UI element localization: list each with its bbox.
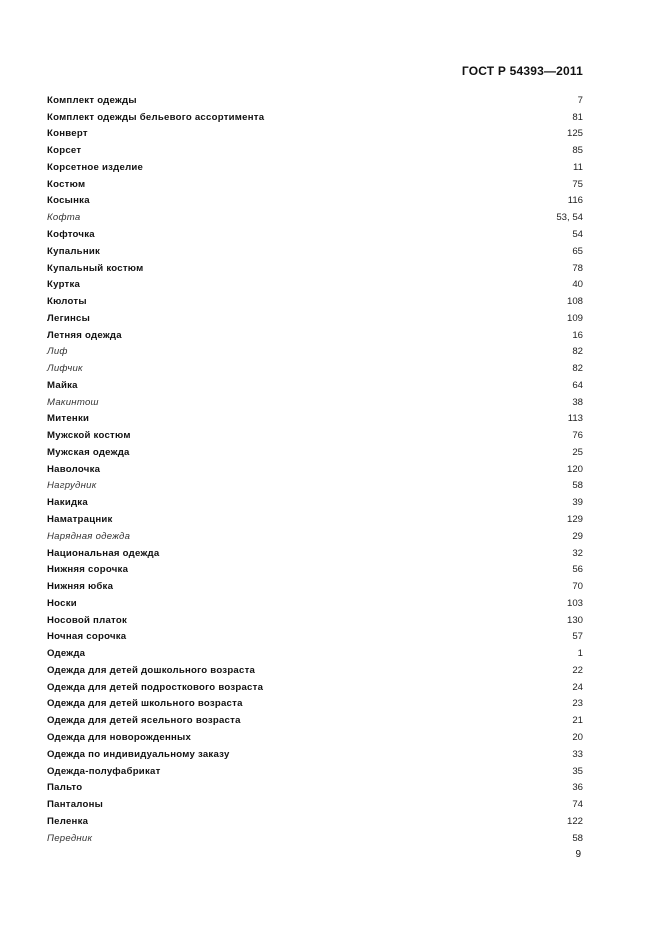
index-entry xyxy=(47,545,583,562)
index-term: Легинсы xyxy=(47,312,91,324)
index-term: Одежда по индивидуальному заказу xyxy=(47,748,230,760)
index-reference: 38 xyxy=(572,396,583,408)
index-term: Одежда для детей ясельного возраста xyxy=(47,715,241,727)
index-reference: 57 xyxy=(572,631,583,643)
index-entry xyxy=(47,763,583,780)
index-term: Носовой платок xyxy=(47,614,128,626)
index-reference: 53, 54 xyxy=(556,212,583,224)
index-entry xyxy=(47,830,583,847)
index-entry xyxy=(47,696,583,713)
index-entry xyxy=(47,645,583,662)
index-reference: 82 xyxy=(572,363,583,375)
index-term: Лиф xyxy=(47,346,68,358)
index-term: Кюлоты xyxy=(47,296,87,308)
index-entry xyxy=(47,746,583,763)
index-entry xyxy=(47,679,583,696)
index-term: Одежда xyxy=(47,648,86,660)
document-header: ГОСТ Р 54393—2011 xyxy=(461,64,583,78)
index-entry xyxy=(47,243,583,260)
index-reference: 113 xyxy=(567,413,583,425)
alphabetical-index xyxy=(47,92,583,846)
index-entry xyxy=(47,293,583,310)
index-reference: 74 xyxy=(572,799,583,811)
index-entry xyxy=(47,729,583,746)
index-entry xyxy=(47,193,583,210)
index-entry xyxy=(47,612,583,629)
index-term: Накидка xyxy=(47,497,88,509)
index-term: Летняя одежда xyxy=(47,329,122,341)
index-term: Одежда-полуфабрикат xyxy=(47,765,161,777)
index-entry xyxy=(47,176,583,193)
index-term: Косынка xyxy=(47,195,90,207)
index-entry xyxy=(47,159,583,176)
index-term: Корсетное изделие xyxy=(47,161,144,173)
index-entry xyxy=(47,461,583,478)
index-entry xyxy=(47,779,583,796)
index-entry xyxy=(47,813,583,830)
index-reference: 64 xyxy=(572,379,583,391)
index-reference: 120 xyxy=(566,463,583,475)
index-entry xyxy=(47,92,583,109)
index-entry xyxy=(47,511,583,528)
index-reference: 16 xyxy=(572,329,583,341)
index-reference: 81 xyxy=(572,111,583,123)
index-term: Майка xyxy=(47,379,78,391)
index-entry xyxy=(47,109,583,126)
index-reference: 20 xyxy=(572,731,583,743)
index-term: Купальный костюм xyxy=(47,262,144,274)
index-entry xyxy=(47,126,583,143)
index-reference: 109 xyxy=(566,312,583,324)
index-term: Панталоны xyxy=(47,799,104,811)
index-term: Комплект одежды xyxy=(47,94,137,106)
index-reference: 125 xyxy=(566,128,583,140)
index-reference: 39 xyxy=(572,497,583,509)
index-term: Национальная одежда xyxy=(47,547,160,559)
index-entry xyxy=(47,310,583,327)
index-reference: 70 xyxy=(572,581,583,593)
index-term: Костюм xyxy=(47,178,86,190)
index-entry xyxy=(47,343,583,360)
index-entry xyxy=(47,276,583,293)
index-reference: 33 xyxy=(572,748,583,760)
index-entry xyxy=(47,662,583,679)
index-term: Конверт xyxy=(47,128,88,140)
index-reference: 75 xyxy=(572,178,583,190)
index-reference: 54 xyxy=(572,229,583,240)
index-reference: 78 xyxy=(572,262,583,274)
index-term: Одежда для новорожденных xyxy=(47,731,192,743)
index-term: Комплект одежды бельевого ассортимента xyxy=(47,111,265,123)
index-reference: 56 xyxy=(572,564,583,576)
index-entry xyxy=(47,394,583,411)
index-reference: 25 xyxy=(572,446,583,458)
index-reference: 7 xyxy=(577,94,583,106)
index-entry xyxy=(47,209,583,226)
index-term: Лифчик xyxy=(47,363,83,375)
index-term: Наволочка xyxy=(47,463,101,475)
index-term: Купальник xyxy=(47,245,101,257)
index-reference: 122 xyxy=(566,815,583,827)
index-term: Куртка xyxy=(47,279,81,291)
index-entry xyxy=(47,226,583,243)
index-reference: 35 xyxy=(572,765,583,777)
index-reference: 108 xyxy=(566,296,583,308)
page-number: 9 xyxy=(575,849,581,860)
index-entry xyxy=(47,360,583,377)
index-term: Передник xyxy=(47,832,93,844)
index-term: Кофточка xyxy=(47,229,95,240)
index-entry xyxy=(47,142,583,159)
index-term: Наматрацник xyxy=(47,514,113,526)
index-entry xyxy=(47,528,583,545)
index-reference: 76 xyxy=(572,430,583,442)
index-entry xyxy=(47,478,583,495)
index-entry xyxy=(47,561,583,578)
index-reference: 36 xyxy=(572,782,583,794)
index-reference: 65 xyxy=(572,245,583,257)
index-reference: 116 xyxy=(567,195,583,207)
index-reference: 24 xyxy=(572,681,583,693)
index-reference: 82 xyxy=(572,346,583,358)
index-term: Нарядная одежда xyxy=(47,530,131,542)
index-term: Нижняя юбка xyxy=(47,581,114,593)
index-entry xyxy=(47,629,583,646)
index-reference: 85 xyxy=(572,145,583,157)
index-reference: 103 xyxy=(566,597,583,609)
index-entry xyxy=(47,444,583,461)
index-entry xyxy=(47,427,583,444)
index-reference: 22 xyxy=(572,664,583,676)
index-reference: 1 xyxy=(577,648,583,660)
index-entry xyxy=(47,411,583,428)
index-reference: 58 xyxy=(572,832,583,844)
index-term: Корсет xyxy=(47,145,82,157)
index-reference: 29 xyxy=(572,530,583,542)
index-term: Нагрудник xyxy=(47,480,97,492)
index-reference: 23 xyxy=(572,698,583,710)
index-term: Пальто xyxy=(47,782,83,794)
index-term: Мужской костюм xyxy=(47,430,131,442)
index-term: Нижняя сорочка xyxy=(47,564,129,576)
index-term: Одежда для детей школьного возраста xyxy=(47,698,243,710)
index-term: Одежда для детей дошкольного возраста xyxy=(47,664,256,676)
index-term: Ночная сорочка xyxy=(47,631,127,643)
index-reference: 129 xyxy=(566,514,583,526)
index-reference: 32 xyxy=(572,547,583,559)
index-entry xyxy=(47,377,583,394)
index-reference: 11 xyxy=(573,161,583,173)
index-entry xyxy=(47,595,583,612)
index-term: Пеленка xyxy=(47,815,89,827)
index-reference: 130 xyxy=(566,614,583,626)
index-reference: 21 xyxy=(572,715,583,727)
index-reference: 40 xyxy=(572,279,583,291)
index-term: Одежда для детей подросткового возраста xyxy=(47,681,264,693)
index-term: Кофта xyxy=(47,212,81,224)
index-term: Мужская одежда xyxy=(47,446,130,458)
index-entry xyxy=(47,712,583,729)
index-reference: 58 xyxy=(572,480,583,492)
index-entry xyxy=(47,327,583,344)
index-entry xyxy=(47,260,583,277)
index-entry xyxy=(47,796,583,813)
index-term: Макинтош xyxy=(47,396,99,408)
index-entry xyxy=(47,494,583,511)
index-entry xyxy=(47,578,583,595)
index-term: Носки xyxy=(47,597,77,609)
index-term: Митенки xyxy=(47,413,90,425)
